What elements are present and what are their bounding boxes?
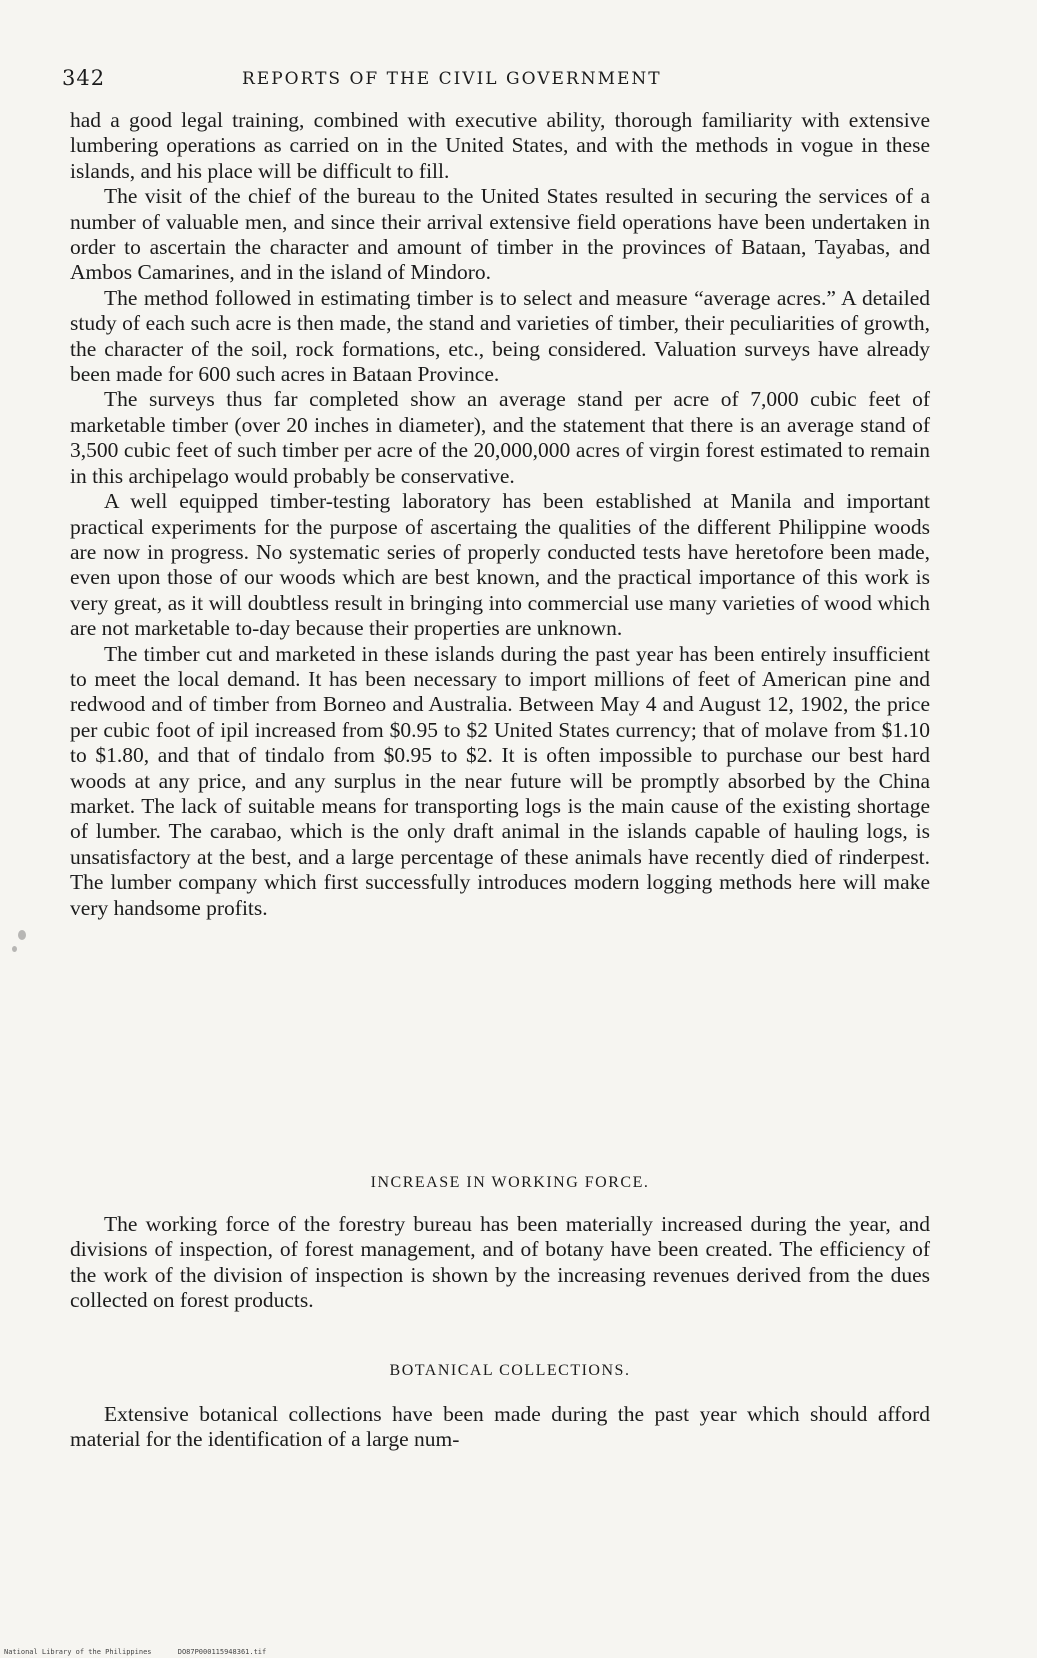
paragraph-surveys: The surveys thus far completed show an average stand per acre of 7,000 cubic feet of marketable timber (over 20 inches in diameter), and the statement that there is an average stand of 3,500 cubic feet of such timber per acre of the 20,000,000 acres of virgin forest estimated to remain in this archipelago would probably be conservative. [70, 387, 930, 488]
paragraph-timber-cut: The timber cut and marketed in these islands during the past year has been entirely insufficient to meet the local demand. It has been necessary to import millions of feet of American pine and redwood and of timber from Borneo and Australia. Between May 4 and August 12, 1902, the price per cubic foot of ipil increased from $0.95 to $2 United States currency; that of molave from $1.10 to $1.80, and that of tindalo from $0.95 to $2. It is often impossible to purchase our best hard woods at any price, and any surplus in the near future will be promptly absorbed by the China market. The lack of suitable means for transporting logs is the main cause of the existing shortage of lumber. The carabao, which is the only draft animal in the islands capable of hauling logs, is unsatisfactory at the best, and a large percentage of these animals have recently died of rinderpest. The lumber company which first successfully introduces modern logging methods here will make very handsome profits. [70, 641, 930, 920]
scan-speck [18, 930, 26, 940]
scan-speck [12, 946, 17, 952]
running-head: REPORTS OF THE CIVIL GOVERNMENT [242, 69, 662, 89]
footer-library: National Library of the Philippines [4, 1648, 152, 1656]
paragraph-continued: had a good legal training, combined with executive ability, thorough familiarity with extensive lumbering operations as carried on in the United States, and with the methods in vogue in these islands, and his place will be difficult to fill. [70, 108, 930, 183]
footer-scan-id: DO87P000115948361.tif [177, 1648, 267, 1656]
main-text [70, 108, 930, 921]
paragraph-botanical: Extensive botanical collections have been made during the past year which should afford material for the identification of a large num- [70, 1402, 930, 1452]
paragraph-laboratory: A well equipped timber-testing laboratory has been established at Manila and important practical experiments for the purpose of ascertaing the qualities of the different Philippine woods are now in progress. No systematic series of properly conducted tests have heretofore been made, even upon those of our woods which are best known, and the practical importance of this work is very great, as it will doubtless result in bringing into commercial use many varieties of wood which are not marketable to-day because their properties are unknown. [70, 489, 930, 641]
heading-botanical: BOTANICAL COLLECTIONS. [389, 1362, 631, 1379]
section-working-force [70, 1212, 930, 1314]
paragraph-visit: The visit of the chief of the bureau to the United States resulted in securing the services of a number of valuable men, and since their arrival extensive field operations have been undertaken in order to ascertain the character and amount of timber in the provinces of Bataan, Tayabas, and Ambos Camarines, and in the island of Mindoro. [70, 184, 930, 285]
page-number: 342 [62, 66, 106, 90]
paragraph-method: The method followed in estimating timber is to select and measure “average acres.” A detailed study of each such acre is then made, the stand and varieties of timber, their peculiarities of growth, the character of the soil, rock formations, etc., being considered. Valuation surveys have already been made for 600 such acres in Bataan Province. [70, 285, 930, 387]
page-header [62, 66, 942, 96]
paragraph-working-force: The working force of the forestry bureau has been materially increased during the year, and divisions of inspection, of forest management, and of botany have been created. The efficiency of the work of the division of inspection is shown by the increasing revenues derived from the dues collected on forest products. [70, 1212, 930, 1313]
section-botanical [70, 1402, 930, 1453]
heading-working-force: INCREASE IN WORKING FORCE. [370, 1174, 650, 1191]
scan-footer [4, 1648, 288, 1656]
